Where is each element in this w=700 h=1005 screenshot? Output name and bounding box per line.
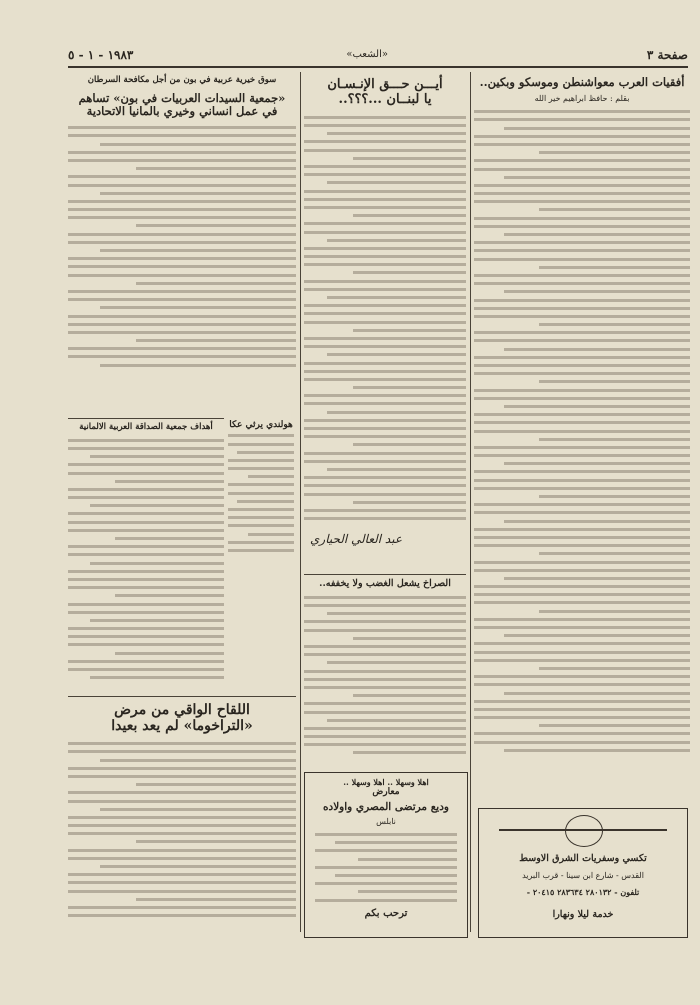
column-rule-left xyxy=(300,72,301,932)
exhibition-ad-city: نابلس xyxy=(376,816,396,826)
anger-article-body xyxy=(304,596,466,755)
column-rule-right xyxy=(470,72,471,932)
friendship-article xyxy=(68,420,224,690)
exhibition-ad-greeting: اهلا وسهلا .. اهلا وسهلا .. xyxy=(343,777,429,787)
left-section-rule-2 xyxy=(68,696,296,697)
taxi-ad-address: القدس - شارع ابن سينا - قرب البريد xyxy=(522,871,644,880)
taxi-ad-phone: تلفون - ٢٨٠١٣٢ ٢٨٣٦٣٤ ٢٠٤١٥ - xyxy=(526,887,640,897)
middle-lower-article xyxy=(304,500,466,575)
middle-article-headline-2: يا لبنــان ...؟؟؟.. xyxy=(338,91,432,107)
right-article xyxy=(474,72,690,792)
exhibition-ad-welcome: ترحب بكم xyxy=(364,907,408,919)
page-number: صفحة ٣ xyxy=(646,48,688,62)
friendship-article-body xyxy=(68,439,224,679)
masthead xyxy=(68,48,688,68)
author-signature: عبد العالي الحياري xyxy=(310,532,403,546)
right-article-headline: أفقيات العرب معواشنطن وموسكو وبكين.. xyxy=(479,75,685,89)
left-article-kicker: سوق خيرية عربية في بون من أجل مكافحة السرطان xyxy=(87,75,277,85)
taxi-ad-title: تكسي وسفريات الشرق الاوسط xyxy=(519,853,647,864)
emblem-wings-icon xyxy=(499,829,667,831)
left-article xyxy=(68,72,296,412)
exhibition-ad-company: وديع مرتضى المصري واولاده xyxy=(323,801,449,814)
dutch-article-headline: هولندي يرثي عكا xyxy=(229,420,293,430)
right-article-body xyxy=(474,110,690,752)
middle-article xyxy=(304,72,466,572)
dutch-article-body xyxy=(228,434,294,552)
left-section-rule-1 xyxy=(68,418,224,419)
trachoma-article-body xyxy=(68,742,296,917)
left-article-headline-2: في عمل انساني وخيري بالمانيا الاتحادية xyxy=(86,103,278,118)
left-article-headline-1: «جمعية السيدات العربيات في بون» تساهم xyxy=(78,90,286,105)
middle-section-rule xyxy=(304,574,466,575)
middle-article-body xyxy=(304,116,466,520)
airline-emblem xyxy=(565,815,603,847)
trachoma-article-headline-1: اللقاح الواقي من مرض xyxy=(114,702,250,718)
issue-date: ١٩٨٣ - ١ - ٥ xyxy=(68,48,134,62)
taxi-ad-service: خدمة ليلا ونهارا xyxy=(552,909,614,920)
trachoma-article-headline-2: «التراخوما» لم يعد بعيدا xyxy=(111,718,253,735)
exhibition-ad xyxy=(304,772,468,938)
left-article-body xyxy=(68,126,296,366)
trachoma-article xyxy=(68,698,296,938)
exhibition-ad-details xyxy=(305,827,467,902)
anger-article-headline: الصراخ يشعل الغضب ولا يخففه.. xyxy=(319,578,451,589)
middle-article-headline-1: أيـــن حـــق الإنـسـان xyxy=(327,77,443,92)
exhibition-ad-event: معارض xyxy=(372,787,400,798)
anger-article xyxy=(304,576,466,766)
friendship-article-headline: أهداف جمعية الصداقة العربية الالمانية xyxy=(79,422,213,432)
dutch-article xyxy=(228,420,294,570)
right-article-byline: بقلم : حافظ ابراهيم خير الله xyxy=(534,94,630,104)
paper-name: «الشعب» xyxy=(346,49,388,60)
taxi-ad xyxy=(478,808,688,938)
